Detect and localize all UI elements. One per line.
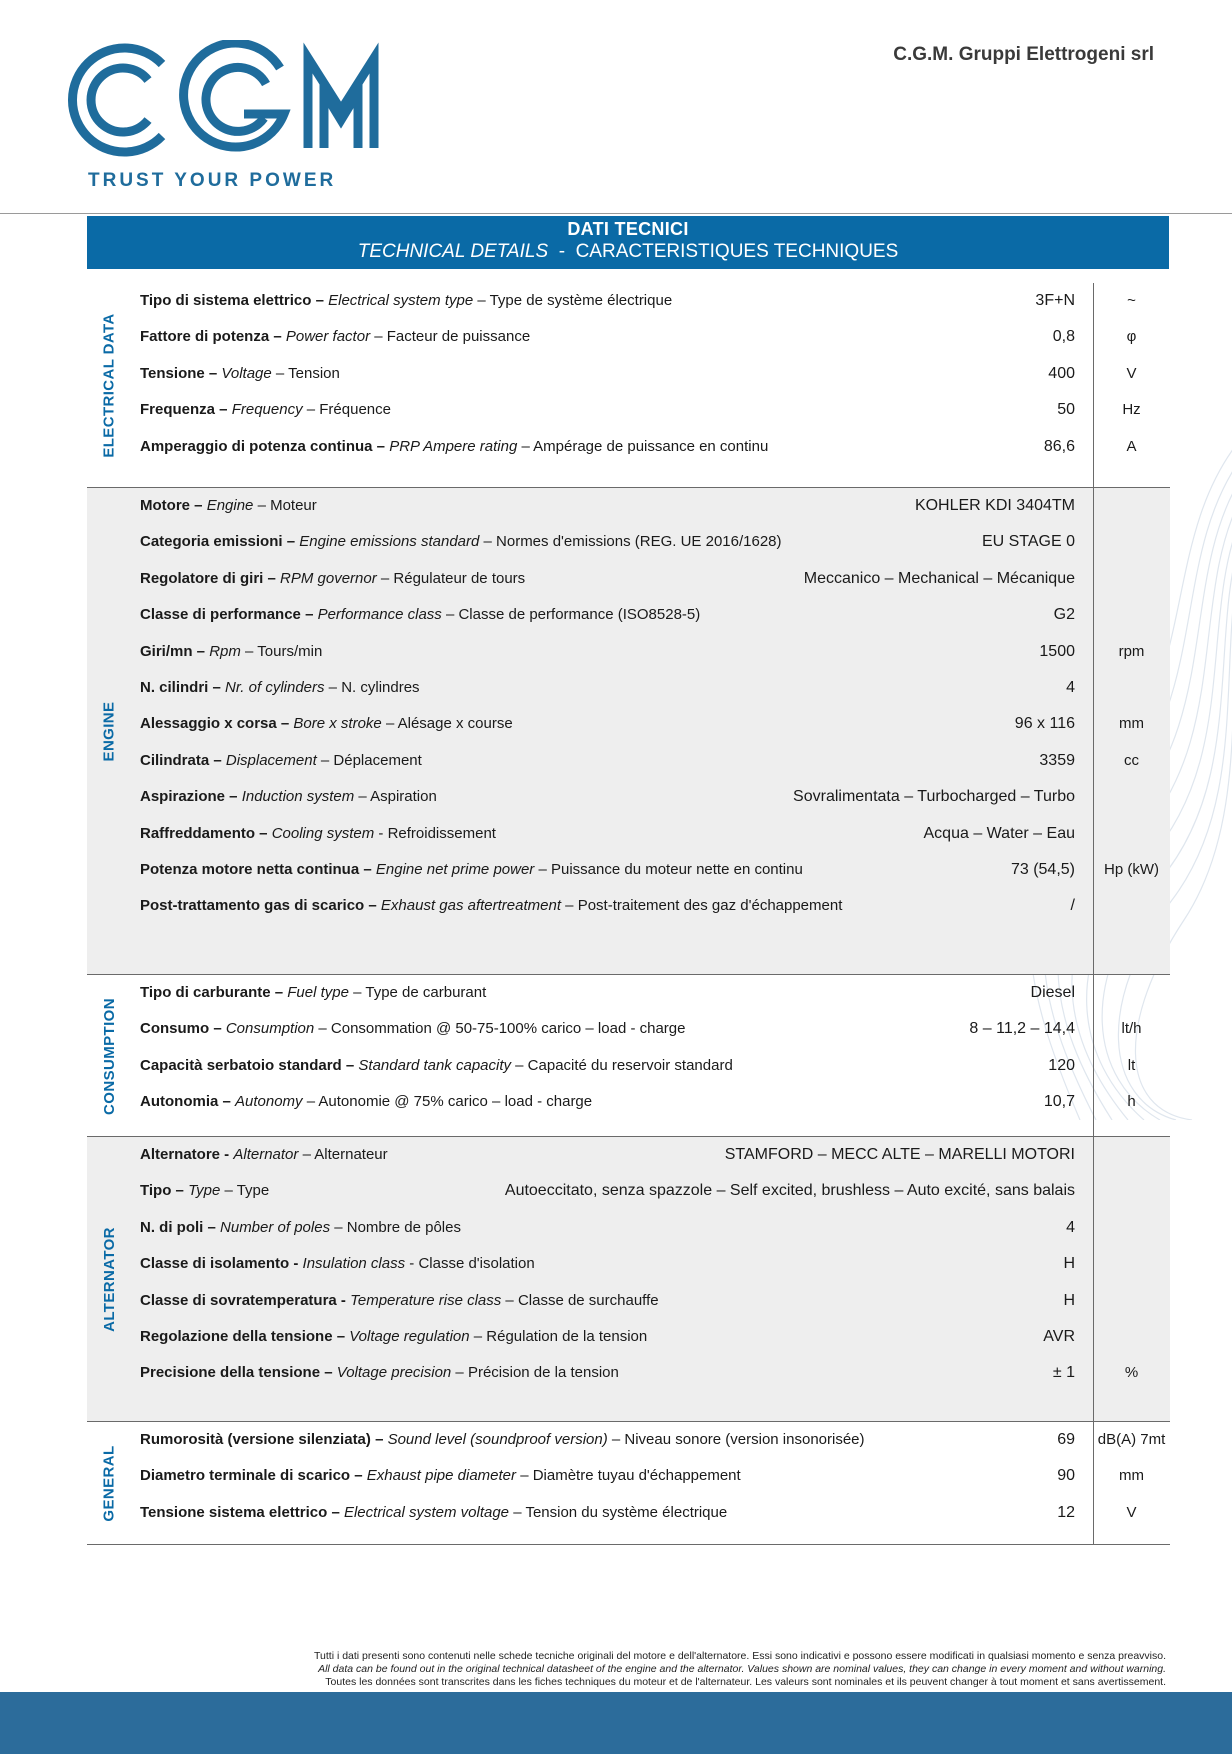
spec-label-it: Tipo –: [140, 1182, 189, 1200]
spec-unit: mm: [1119, 1467, 1144, 1485]
spec-value: 1500: [1039, 642, 1075, 660]
spec-row: [87, 670, 1170, 710]
spec-row: [87, 524, 1170, 564]
spec-label-fr: – Moteur: [253, 497, 317, 514]
section-label-consumption: CONSUMPTION: [100, 997, 118, 1115]
spec-row: [87, 1210, 1170, 1250]
section-label-electrical: ELECTRICAL DATA: [100, 312, 118, 458]
spec-value: Autoeccitato, senza spazzole – Self excited, brushless – Auto excité, sans balais: [504, 1182, 1075, 1200]
spec-label-it: Tipo di sistema elettrico –: [140, 292, 329, 309]
spec-row: [87, 392, 1170, 432]
spec-label-it: Classe di performance –: [140, 606, 318, 624]
spec-row: [87, 852, 1170, 892]
spec-label: [140, 715, 513, 732]
spec-label: [140, 1255, 535, 1272]
title-sub-en: TECHNICAL DETAILS: [357, 241, 549, 262]
spec-unit: h: [1127, 1093, 1136, 1111]
spec-value: 3359: [1039, 751, 1075, 769]
spec-label-it: Regolazione della tensione –: [140, 1328, 350, 1345]
disclaimer: [166, 1650, 1166, 1689]
spec-value: 10,7: [1043, 1093, 1075, 1111]
spec-label: [140, 606, 700, 623]
title-sub: [87, 241, 1169, 263]
spec-label-it: Rumorosità (versione silenziata) –: [140, 1431, 388, 1448]
spec-label-it: N. di poli –: [140, 1218, 221, 1236]
spec-label: [140, 1467, 741, 1484]
spec-row: [87, 1084, 1170, 1124]
spec-row: [87, 888, 1170, 928]
spec-label: [140, 1328, 647, 1345]
spec-label-en: Alternator: [233, 1146, 299, 1163]
spec-unit: dB(A) 7mt: [1097, 1431, 1166, 1448]
spec-row: [87, 1355, 1170, 1395]
section-label-alternator: ALTERNATOR: [100, 1227, 118, 1332]
spec-row: [87, 597, 1170, 637]
tagline: TRUST YOUR POWER: [88, 170, 337, 190]
spec-value: 86,6: [1043, 437, 1075, 455]
spec-label-fr: – Type de système électrique: [473, 292, 673, 309]
spec-unit: A: [1126, 437, 1137, 455]
spec-value: 8 – 11,2 – 14,4: [969, 1020, 1075, 1038]
section-label-engine: ENGINE: [100, 701, 118, 762]
spec-label-en: Engine: [206, 497, 254, 514]
spec-label-en: Frequency: [231, 401, 303, 419]
spec-label-it: Aspirazione –: [140, 788, 242, 806]
spec-label: [140, 438, 768, 455]
spec-value: G2: [1053, 606, 1075, 624]
spec-label-it: Tensione –: [140, 364, 222, 382]
spec-label-it: Cilindrata –: [140, 751, 226, 769]
spec-label-en: Bore x stroke: [293, 715, 382, 733]
title-band: [87, 216, 1169, 269]
spec-label-en: Temperature rise class: [350, 1291, 502, 1309]
spec-label-fr: – Autonomie @ 75% carico – load - charge: [302, 1093, 593, 1111]
spec-label-it: Categoria emissioni –: [140, 533, 300, 551]
spec-row: [87, 1283, 1170, 1323]
spec-label-fr: – Type: [220, 1182, 270, 1200]
title-sub-fr: CARACTERISTIQUES TECHNIQUES: [575, 241, 899, 262]
spec-label-fr: – Consommation @ 50-75-100% carico – load - charge: [314, 1020, 686, 1038]
section-engine: [87, 487, 1170, 975]
spec-value: 50: [1057, 401, 1075, 419]
spec-unit: lt: [1127, 1056, 1136, 1074]
spec-label-fr: – Déplacement: [316, 751, 422, 769]
spec-value: H: [1063, 1255, 1075, 1273]
spec-label-en: Sound level (soundproof version): [387, 1431, 608, 1448]
spec-label-en: Type: [188, 1182, 221, 1200]
spec-label-en: Cooling system: [271, 824, 375, 842]
spec-label-fr: – Ampérage de puissance en continu: [517, 437, 769, 455]
spec-label-it: Consumo –: [140, 1020, 226, 1038]
spec-label-fr: – Type de carburant: [348, 984, 487, 1001]
spec-label-fr: – Régulateur de tours: [376, 569, 526, 587]
spec-label-it: Tensione sistema elettrico –: [140, 1503, 344, 1521]
spec-value: 96 x 116: [1014, 715, 1075, 733]
company-name: C.G.M. Gruppi Elettrogeni srl: [893, 44, 1154, 65]
spec-label: [140, 1146, 388, 1163]
spec-label-it: Potenza motore netta continua –: [140, 861, 376, 878]
spec-label-en: Consumption: [225, 1020, 315, 1038]
spec-unit: φ: [1126, 328, 1137, 346]
spec-label-en: Voltage: [221, 364, 272, 382]
spec-label: [140, 1431, 865, 1448]
spec-row: [87, 319, 1170, 359]
spec-label-it: Amperaggio di potenza continua –: [140, 437, 390, 455]
spec-label: [140, 788, 437, 805]
spec-value: EU STAGE 0: [981, 533, 1075, 551]
cgm-logo: [58, 40, 408, 190]
spec-value: 120: [1048, 1056, 1075, 1074]
spec-label-fr: – Facteur de puissance: [370, 328, 531, 346]
disclaimer-it: Tutti i dati presenti sono contenuti nelle schede tecniche originali del motore e dell'alternatore. Essi sono indicativi e possono essere modificati in qualsiasi momento e senza preavviso.: [314, 1650, 1166, 1662]
spec-label-fr: – N. cylindres: [324, 679, 420, 696]
spec-label-it: N. cilindri –: [140, 679, 226, 696]
spec-label: [140, 1219, 461, 1236]
spec-label-fr: – Diamètre tuyau d'échappement: [516, 1467, 741, 1485]
spec-label-en: Number of poles: [220, 1218, 331, 1236]
spec-row: [87, 1319, 1170, 1359]
spec-value: Diesel: [1030, 984, 1075, 1001]
spec-value: H: [1063, 1291, 1075, 1309]
spec-label: [140, 570, 525, 587]
spec-label-fr: – Précision de la tension: [451, 1364, 619, 1382]
spec-label-en: Nr. of cylinders: [225, 679, 325, 696]
section-general: [87, 1421, 1170, 1545]
spec-label-fr: – Alésage x course: [381, 715, 513, 733]
spec-label-en: Engine emissions standard: [299, 533, 480, 551]
title-main: DATI TECNICI: [567, 219, 689, 239]
spec-label-it: Motore –: [140, 497, 207, 514]
spec-label-fr: – Capacité du reservoir standard: [511, 1056, 733, 1074]
section-consumption: [87, 974, 1170, 1137]
spec-label-it: Alternatore -: [140, 1146, 234, 1163]
spec-label-en: PRP Ampere rating: [389, 437, 518, 455]
spec-label-fr: - Refroidissement: [374, 824, 496, 842]
spec-label: [140, 533, 782, 550]
spec-label-en: Power factor: [285, 328, 371, 346]
spec-label-en: Performance class: [317, 606, 442, 624]
disclaimer-fr: Toutes les données sont transcrites dans les fiches techniques du moteur et de l'alternateur. Les valeurs sont nominales et ils peuvent changer à tout moment et sans avertissement.: [325, 1676, 1166, 1688]
spec-row: [87, 1246, 1170, 1286]
spec-value: Meccanico – Mechanical – Mécanique: [803, 569, 1075, 587]
spec-label: [140, 752, 422, 769]
spec-label-fr: – Classe de surchauffe: [501, 1291, 659, 1309]
spec-row: [87, 816, 1170, 856]
spec-label-it: Autonomia –: [140, 1093, 236, 1111]
spec-label-en: Exhaust pipe diameter: [366, 1467, 517, 1485]
spec-value: 4: [1066, 1218, 1075, 1236]
spec-unit: V: [1126, 364, 1137, 382]
spec-value: 73 (54,5): [1010, 861, 1075, 878]
spec-value: /: [1070, 897, 1075, 915]
spec-unit: V: [1126, 1503, 1137, 1521]
header-divider: [0, 213, 1232, 214]
spec-row: [87, 1173, 1170, 1213]
spec-row: [87, 488, 1170, 528]
spec-value: 3F+N: [1035, 292, 1075, 309]
title-sep: -: [558, 241, 566, 262]
spec-row: [87, 634, 1170, 674]
spec-label-it: Giri/mn –: [140, 642, 210, 660]
spec-unit: mm: [1119, 715, 1144, 733]
spec-label-fr: – Puissance du moteur nette en continu: [534, 861, 803, 878]
spec-value: 4: [1066, 679, 1075, 696]
spec-label-it: Classe di isolamento -: [140, 1255, 303, 1273]
spec-label-fr: – Nombre de pôles: [330, 1218, 461, 1236]
spec-row: [87, 1137, 1170, 1177]
spec-value: Sovralimentata – Turbocharged – Turbo: [793, 788, 1075, 806]
spec-label-en: Electrical system type: [328, 292, 474, 309]
spec-label-en: Engine net prime power: [375, 861, 535, 878]
spec-label-it: Classe di sovratemperatura -: [140, 1291, 351, 1309]
spec-value: ± 1: [1052, 1364, 1075, 1382]
spec-unit: %: [1124, 1364, 1139, 1382]
spec-row: [87, 779, 1170, 819]
spec-label: [140, 984, 486, 1001]
spec-row: [87, 1048, 1170, 1088]
spec-value: Acqua – Water – Eau: [923, 824, 1075, 842]
spec-label-en: Voltage precision: [336, 1364, 452, 1382]
spec-label-it: Precisione della tensione –: [140, 1364, 337, 1382]
spec-label-it: Raffreddamento –: [140, 824, 272, 842]
spec-row: [87, 283, 1170, 323]
spec-label: [140, 1020, 685, 1037]
spec-label: [140, 643, 322, 660]
spec-label-en: Fuel type: [287, 984, 349, 1001]
spec-value: 400: [1048, 364, 1075, 382]
spec-label-en: Exhaust gas aftertreatment: [380, 897, 562, 915]
spec-label: [140, 679, 420, 696]
spec-label-fr: – Niveau sonore (version insonorisée): [607, 1431, 865, 1448]
spec-label: [140, 365, 340, 382]
spec-row: [87, 743, 1170, 783]
spec-row: [87, 561, 1170, 601]
spec-label-it: Post-trattamento gas di scarico –: [140, 897, 381, 915]
footer-bar: [0, 1692, 1232, 1754]
section-label-general: GENERAL: [100, 1444, 118, 1522]
spec-unit: rpm: [1118, 642, 1145, 660]
spec-label-fr: – Fréquence: [302, 401, 391, 419]
spec-unit: Hz: [1122, 401, 1141, 419]
spec-label: [140, 1057, 733, 1074]
spec-label: [140, 328, 530, 345]
spec-label-it: Fattore di potenza –: [140, 328, 286, 346]
spec-row: [87, 1458, 1170, 1498]
spec-label-fr: – Post-traitement des gaz d'échappement: [561, 897, 843, 915]
spec-label-fr: – Tension: [271, 364, 340, 382]
spec-label: [140, 1364, 619, 1381]
spec-label-fr: – Normes d'emissions (REG. UE 2016/1628): [479, 533, 782, 551]
spec-label: [140, 497, 317, 514]
spec-label-fr: – Tension du système électrique: [509, 1503, 728, 1521]
spec-value: 12: [1057, 1503, 1075, 1521]
spec-unit: Hp (kW): [1104, 861, 1159, 878]
spec-label: [140, 1292, 659, 1309]
spec-unit: lt/h: [1121, 1020, 1142, 1038]
spec-label-en: Displacement: [225, 751, 317, 769]
disclaimer-en: All data can be found out in the original technical datasheet of the engine and the alternator. Values shown are nominal values, they can change in every moment and without warning.: [318, 1663, 1166, 1675]
spec-row: [87, 1422, 1170, 1462]
spec-label-en: Voltage regulation: [349, 1328, 470, 1345]
spec-label: [140, 1182, 269, 1199]
spec-label-en: RPM governor: [280, 569, 377, 587]
spec-row: [87, 975, 1170, 1015]
spec-label: [140, 897, 842, 914]
spec-unit: cc: [1124, 751, 1139, 769]
spec-label-fr: – Alternateur: [298, 1146, 388, 1163]
spec-value: STAMFORD – MECC ALTE – MARELLI MOTORI: [724, 1146, 1075, 1163]
spec-label: [140, 825, 496, 842]
spec-label-fr: – Régulation de la tension: [469, 1328, 648, 1345]
spec-row: [87, 706, 1170, 746]
spec-label-it: Regolatore di giri –: [140, 569, 281, 587]
spec-value: 69: [1057, 1431, 1075, 1448]
spec-row: [87, 1011, 1170, 1051]
spec-label: [140, 861, 803, 878]
spec-label-en: Autonomy: [235, 1093, 303, 1111]
spec-label-en: Induction system: [241, 788, 355, 806]
spec-label-it: Capacità serbatoio standard –: [140, 1056, 359, 1074]
spec-row: [87, 1495, 1170, 1535]
spec-label-it: Diametro terminale di scarico –: [140, 1467, 367, 1485]
section-electrical-data: [87, 283, 1170, 487]
spec-label-fr: - Classe d'isolation: [405, 1255, 535, 1273]
spec-label-fr: – Tours/min: [240, 642, 323, 660]
spec-row: [87, 429, 1170, 469]
spec-label-it: Frequenza –: [140, 401, 232, 419]
spec-unit: ~: [1127, 292, 1136, 309]
spec-label-it: Alessaggio x corsa –: [140, 715, 294, 733]
spec-value: KOHLER KDI 3404TM: [914, 497, 1075, 514]
spec-label-en: Rpm: [209, 642, 241, 660]
spec-label-en: Electrical system voltage: [343, 1503, 510, 1521]
spec-value: 0,8: [1052, 328, 1075, 346]
spec-label: [140, 401, 391, 418]
spec-label-it: Tipo di carburante –: [140, 984, 288, 1001]
spec-value: 90: [1057, 1467, 1075, 1485]
spec-label-en: Insulation class: [302, 1255, 406, 1273]
spec-label: [140, 292, 672, 309]
spec-label-fr: – Classe de performance (ISO8528-5): [441, 606, 701, 624]
section-alternator: [87, 1136, 1170, 1422]
spec-value: AVR: [1043, 1328, 1075, 1345]
spec-label-en: Standard tank capacity: [358, 1056, 511, 1074]
spec-label: [140, 1093, 592, 1110]
spec-label: [140, 1504, 727, 1521]
spec-label-fr: – Aspiration: [354, 788, 437, 806]
spec-row: [87, 356, 1170, 396]
